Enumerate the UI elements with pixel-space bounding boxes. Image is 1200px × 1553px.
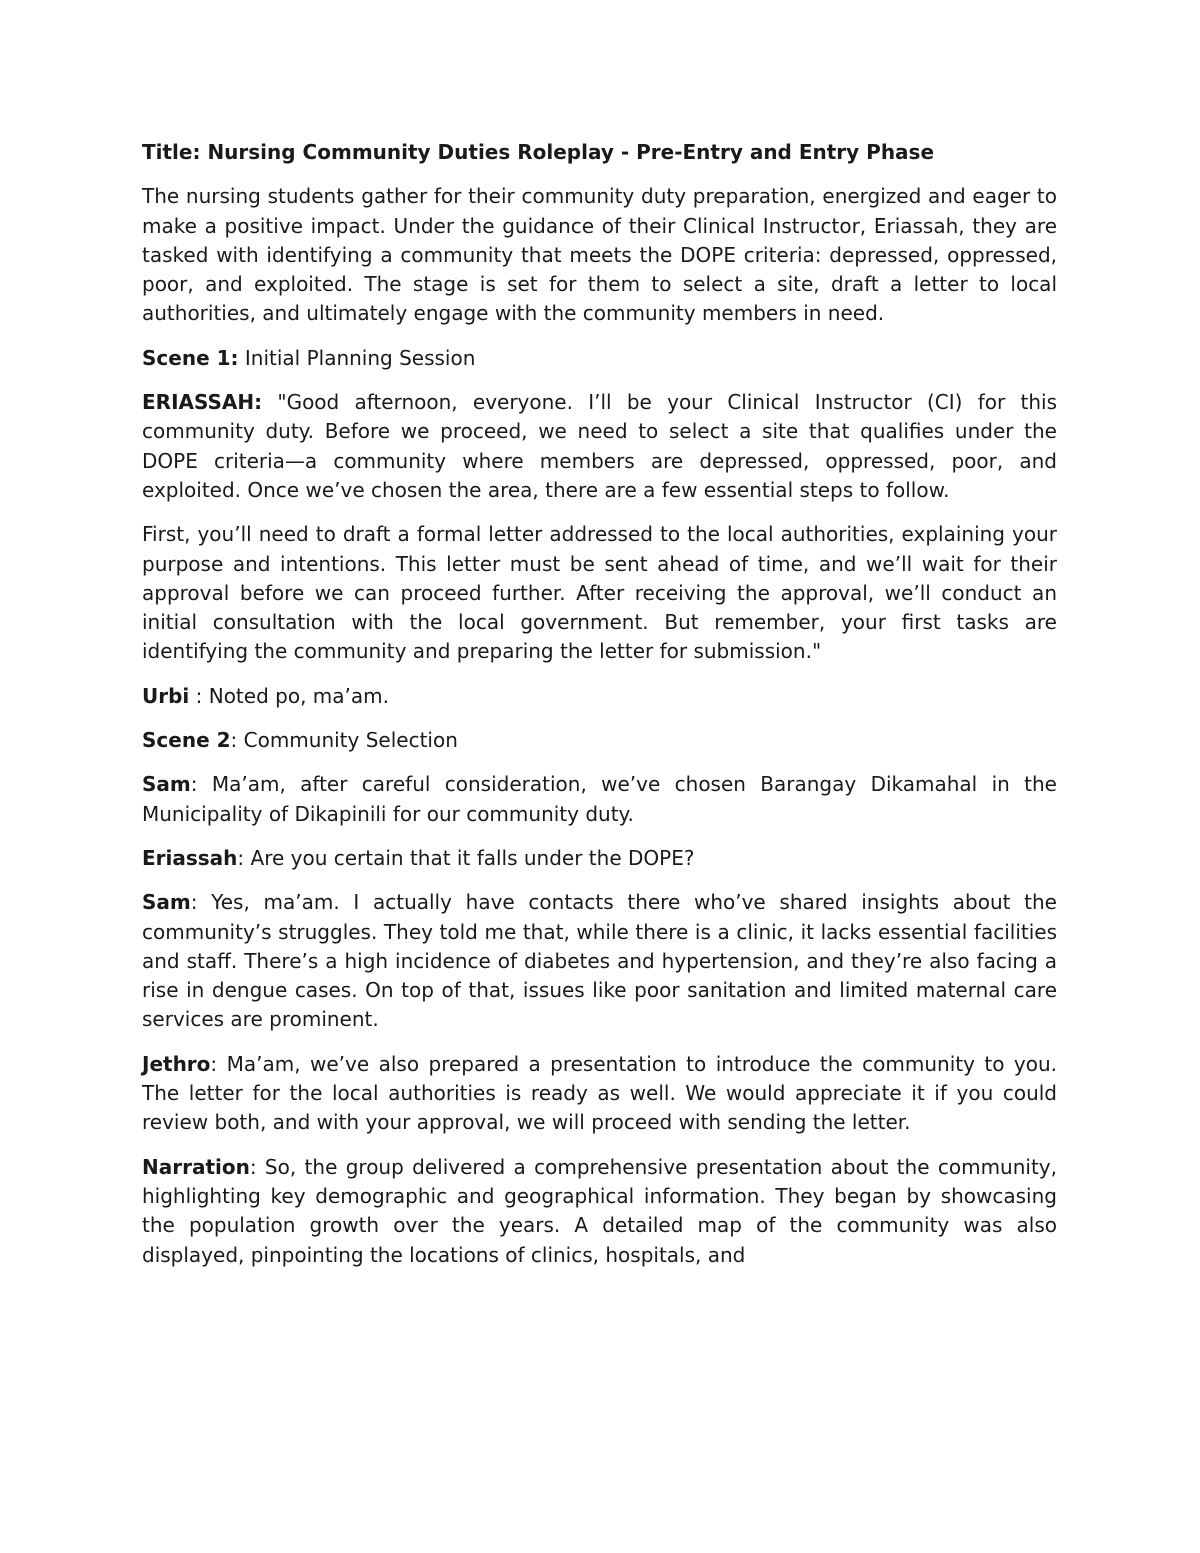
- scene-label: Scene 2: [142, 728, 231, 753]
- dialogue-text: "Good afternoon, everyone. I’ll be your Clinical Instructor (CI) for this community duty. Before we proceed, we need to select a site that qualifies under the DOPE criteria—a community where members are depressed, oppressed, poor, and exploited. Once we’ve chosen the area, there are a few essential steps to follow.: [142, 390, 1057, 502]
- dialogue-text: : Noted po, ma’am.: [189, 683, 389, 708]
- dialogue-text: : Yes, ma’am. I actually have contacts there who’ve shared insights about the community’s struggles. They told me that, while there is a clinic, it lacks essential facilities and staff. There’s a high incidence of diabetes and hypertension, and they’re also facing a rise in dengue cases. On top of that, issues like poor sanitation and limited maternal care services are prominent.: [142, 890, 1057, 1032]
- dialogue-text: : Ma’am, after careful consideration, we’ve chosen Barangay Dikamahal in the Municipality of Dikapinili for our community duty.: [142, 772, 1057, 826]
- dialogue-eriassah-2: First, you’ll need to draft a formal letter addressed to the local authorities, explaining your purpose and intentions. This letter must be sent ahead of time, and we’ll wait for their approval before we can proceed further. After receiving the approval, we’ll conduct an initial consultation with the local government. But remember, your first tasks are identifying the community and preparing the letter for submission.": [142, 522, 1057, 664]
- dialogue-jethro: [142, 1050, 1057, 1138]
- dialogue-urbi: [142, 682, 1057, 711]
- speaker-name: Sam: [142, 890, 191, 915]
- speaker-name: Narration: [142, 1154, 250, 1179]
- scene-1-heading: [142, 344, 1057, 373]
- narration-paragraph: [142, 1153, 1057, 1270]
- speaker-name: Jethro: [142, 1051, 211, 1076]
- dialogue-text: : So, the group delivered a comprehensive presentation about the community, highlighting key demographic and geographical information. They began by showcasing the population growth over the years. A detailed map of the community was also displayed, pinpointing the locations of clinics, hospitals, and: [142, 1154, 1057, 1267]
- dialogue-eriassah-3: [142, 844, 1057, 873]
- scene-title: : Community Selection: [230, 728, 458, 753]
- speaker-name: Sam: [142, 772, 191, 797]
- intro-paragraph: The nursing students gather for their community duty preparation, energized and eager to make a positive impact. Under the guidance of their Clinical Instructor, Eriassah, they are tasked with identifying a community that meets the DOPE criteria: depressed, oppressed, poor, and exploited. The stage is set for them to select a site, draft a letter to local authorities, and ultimately engage with the community members in need.: [142, 184, 1057, 326]
- scene-2-heading: [142, 726, 1057, 755]
- scene-title: Initial Planning Session: [238, 345, 476, 370]
- speaker-name: Eriassah: [142, 845, 238, 870]
- speaker-name: ERIASSAH:: [142, 390, 263, 415]
- document-page: [142, 138, 1057, 1285]
- dialogue-eriassah-1: [142, 388, 1057, 505]
- dialogue-text: : Ma’am, we’ve also prepared a presentation to introduce the community to you. The letter for the local authorities is ready as well. We would appreciate it if you could review both, and with your approval, we will proceed with sending the letter.: [142, 1051, 1057, 1135]
- document-title: Title: Nursing Community Duties Roleplay - Pre-Entry and Entry Phase: [142, 140, 935, 164]
- dialogue-sam-1: [142, 770, 1057, 829]
- dialogue-sam-2: [142, 888, 1057, 1034]
- speaker-name: Urbi: [142, 683, 190, 708]
- dialogue-text: : Are you certain that it falls under the DOPE?: [237, 845, 695, 870]
- scene-label: Scene 1:: [142, 345, 239, 370]
